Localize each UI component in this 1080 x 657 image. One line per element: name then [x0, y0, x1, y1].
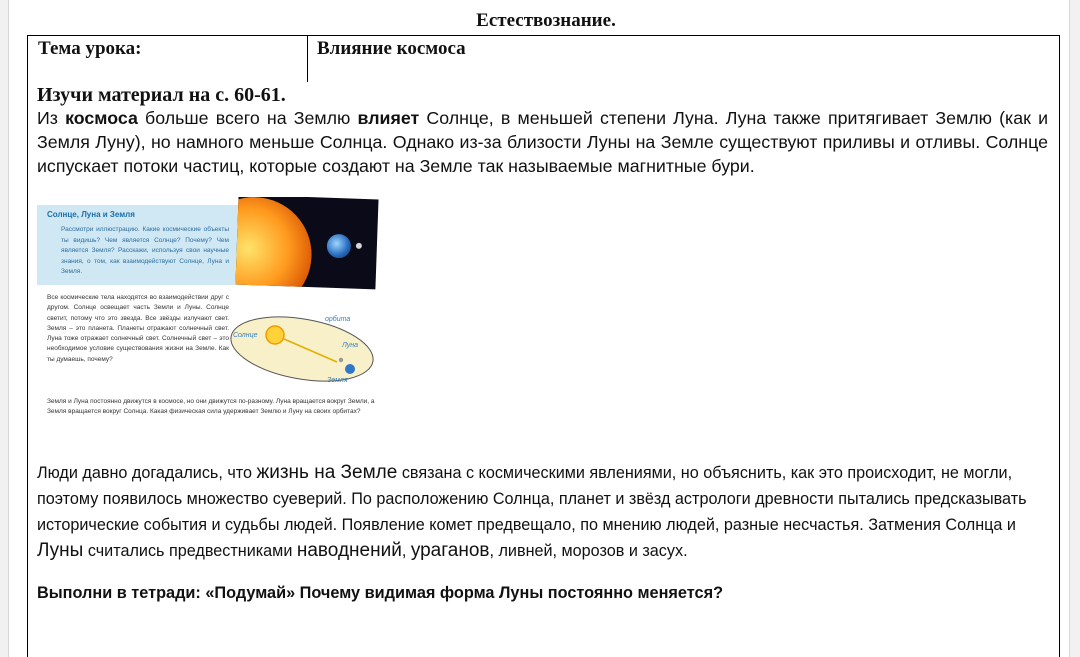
- history-paragraph: [37, 460, 1050, 565]
- para1-text: больше всего на Землю: [137, 108, 358, 128]
- orbit-label: орбита: [325, 316, 351, 323]
- para2-text: , ливней, морозов и засух.: [489, 542, 688, 561]
- para2-big-life-on-earth: жизнь на Земле: [256, 462, 398, 483]
- para1-bold-influences: влияет: [357, 108, 420, 128]
- intro-paragraph: [37, 106, 1048, 178]
- orbit-diagram: [227, 307, 382, 392]
- earth-label: Земля: [327, 377, 348, 384]
- table-divider: [307, 36, 308, 82]
- homework-task: Выполни в тетради: «Подумай» Почему видимая форма Луны постоянно меняется?: [37, 584, 724, 602]
- lesson-topic-value: Влияние космоса: [317, 38, 466, 59]
- earth-diagram-icon: [345, 364, 355, 374]
- study-heading: Изучи материал на с. 60-61.: [37, 84, 286, 106]
- para2-big-moon: Луны: [37, 540, 84, 562]
- earth-image: [326, 234, 351, 259]
- para2-text: Люди давно догадались, что: [37, 464, 257, 482]
- textbook-figure: [37, 197, 382, 437]
- figure-body-text: Все космические тела находятся во взаимодействии друг с другом. Солнце освещает часть Земли и Луны. Солнце светит, потому что это звезда. Все звёзды излучают свет. Земля – это планета. Планеты отражают солнечный свет. Луна тоже отражает солнечный свет. Солнечный свет – это необходимое условие существования жизни на Земле. Как ты думаешь, почему?: [47, 294, 229, 363]
- para2-big-floods: наводнений: [296, 540, 402, 562]
- para1-text: Из: [37, 108, 66, 128]
- lesson-topic-table: [27, 35, 1060, 82]
- page-edge-left: [0, 0, 9, 657]
- sun-label: Солнце: [233, 332, 258, 339]
- para1-bold-cosmos: космоса: [65, 108, 138, 128]
- para1-text: Солнце, в меньшей степени Луна. Луна также притягивает Землю (как и Земля Луну), но намного меньше Солнца. Однако из-за близости Луны на Земле существуют приливы и отливы. Солнце испускает потоки частиц, которые создают на Земле так называемые магнитные бури.: [37, 108, 1049, 176]
- space-photo: [235, 197, 378, 289]
- figure-caption: Рассмотри иллюстрацию. Какие космические объекты ты видишь? Чем является Солнце? Почему? Чем является Земля? Расскажи, используя свои научные знания, о том, как взаимодействуют Солнце, Луна и Земля.: [61, 226, 229, 275]
- moon-label: Луна: [342, 342, 359, 349]
- moon-image: [356, 243, 362, 249]
- figure-title: Солнце, Луна и Земля: [47, 210, 135, 219]
- subject-title: Естествознание.: [476, 10, 616, 31]
- para2-text: ,: [401, 542, 411, 561]
- para2-text: связана с космическими явлениями, но объяснить, как это происходит, не могли, поэтому появилось множество суеверий. По расположению Солнца, планет и звёзд астрологи древности пытались предсказывать исторические события и судьбы людей. Появление комет предвещало, по мнению людей, разные несчастья. Затмения Солнца и: [37, 464, 1027, 534]
- moon-diagram-icon: [339, 358, 343, 362]
- sun-diagram-icon: [266, 326, 284, 344]
- para2-text: считались предвестниками: [83, 542, 297, 561]
- figure-bottom-text: Земля и Луна постоянно движутся в космосе, но они движутся по-разному. Луна вращается вокруг Земли, а Земля вращается вокруг Солнца. Какая физическая сила удерживает Землю и Луну на своих орбитах?: [47, 398, 375, 416]
- page-edge-right: [1069, 0, 1080, 657]
- para2-big-hurricanes: ураганов: [410, 540, 490, 562]
- sun-image: [235, 197, 313, 289]
- lesson-topic-label: Тема урока:: [38, 38, 142, 59]
